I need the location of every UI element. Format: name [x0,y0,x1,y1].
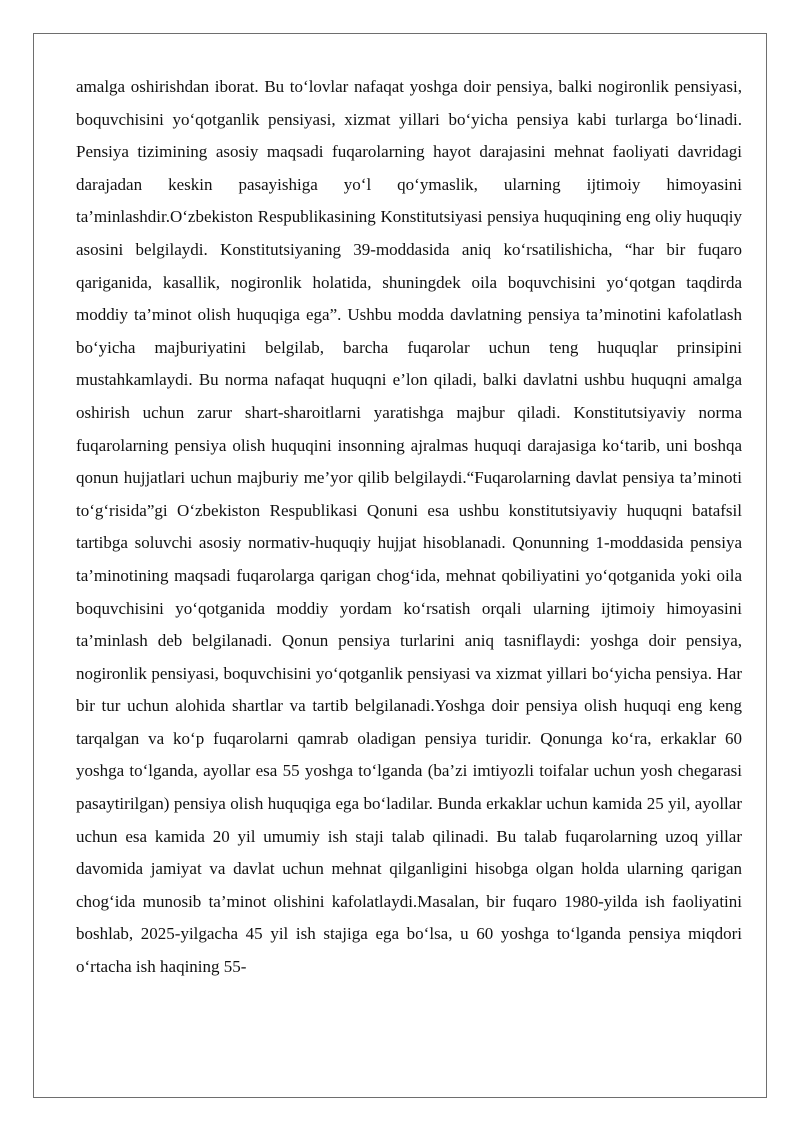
document-body-paragraph: amalga oshirishdan iborat. Bu to‘lovlar nafaqat yoshga doir pensiya, balki nogironlik pensiyasi, boquvchisini yo‘qotganlik pensiyasi, xizmat yillari bo‘yicha pensiya kabi turlarga bo‘linadi. Pensiya tizimining asosiy maqsadi fuqarolarning hayot darajasini mehnat faoliyati davridagi darajadan keskin pasayishiga yo‘l qo‘ymaslik, ularning ijtimoiy himoyasini ta’minlashdir.O‘zbekiston Respublikasining Konstitutsiyasi pensiya huquqining eng oliy huquqiy asosini belgilaydi. Konstitutsiyaning 39-moddasida aniq ko‘rsatilishicha, “har bir fuqaro qariganida, kasallik, nogironlik holatida, shuningdek oila boquvchisini yo‘qotgan taqdirda moddiy ta’minot olish huquqiga ega”. Ushbu modda davlatning pensiya ta’minotini kafolatlash bo‘yicha majburiyatini belgilab, barcha fuqarolar uchun teng huquqlar prinsipini mustahkamlaydi. Bu norma nafaqat huquqni e’lon qiladi, balki davlatni ushbu huquqni amalga oshirish uchun zarur shart-sharoitlarni yaratishga majbur qiladi. Konstitutsiyaviy norma fuqarolarning pensiya olish huquqini insonning ajralmas huquqi darajasiga ko‘tarib, uni boshqa qonun hujjatlari uchun majburiy me’yor qilib belgilaydi.“Fuqarolarning davlat pensiya ta’minoti to‘g‘risida”gi O‘zbekiston Respublikasi Qonuni esa ushbu konstitutsiyaviy huquqni batafsil tartibga soluvchi asosiy normativ-huquqiy hujjat hisoblanadi. Qonunning 1-moddasida pensiya ta’minotining maqsadi fuqarolarga qarigan chog‘ida, mehnat qobiliyatini yo‘qotganida yoki oila boquvchisini yo‘qotganida moddiy yordam ko‘rsatish orqali ularning ijtimoiy himoyasini ta’minlash deb belgilanadi. Qonun pensiya turlarini aniq tasniflaydi: yoshga doir pensiya, nogironlik pensiyasi, boquvchisini yo‘qotganlik pensiyasi va xizmat yillari bo‘yicha pensiya. Har bir tur uchun alohida shartlar va tartib belgilanadi.Yoshga doir pensiya olish huquqi eng keng tarqalgan va ko‘p fuqarolarni qamrab oladigan pensiya turidir. Qonunga ko‘ra, erkaklar 60 yoshga to‘lganda, ayollar esa 55 yoshga to‘lganda (ba’zi imtiyozli toifalar uchun yosh chegarasi pasaytirilgan) pensiya olish huquqiga ega bo‘ladilar. Bunda erkaklar uchun kamida 25 yil, ayollar uchun esa kamida 20 yil umumiy ish staji talab qilinadi. Bu talab fuqarolarning uzoq yillar davomida jamiyat va davlat uchun mehnat qilganligini hisobga olgan holda ularning qarigan chog‘ida munosib ta’minot olishini kafolatlaydi.Masalan, bir fuqaro 1980-yilda ish faoliyatini boshlab, 2025-yilgacha 45 yil ish stajiga ega bo‘lsa, u 60 yoshga to‘lganda pensiya miqdori o‘rtacha ish haqining 55- [76,77,742,977]
